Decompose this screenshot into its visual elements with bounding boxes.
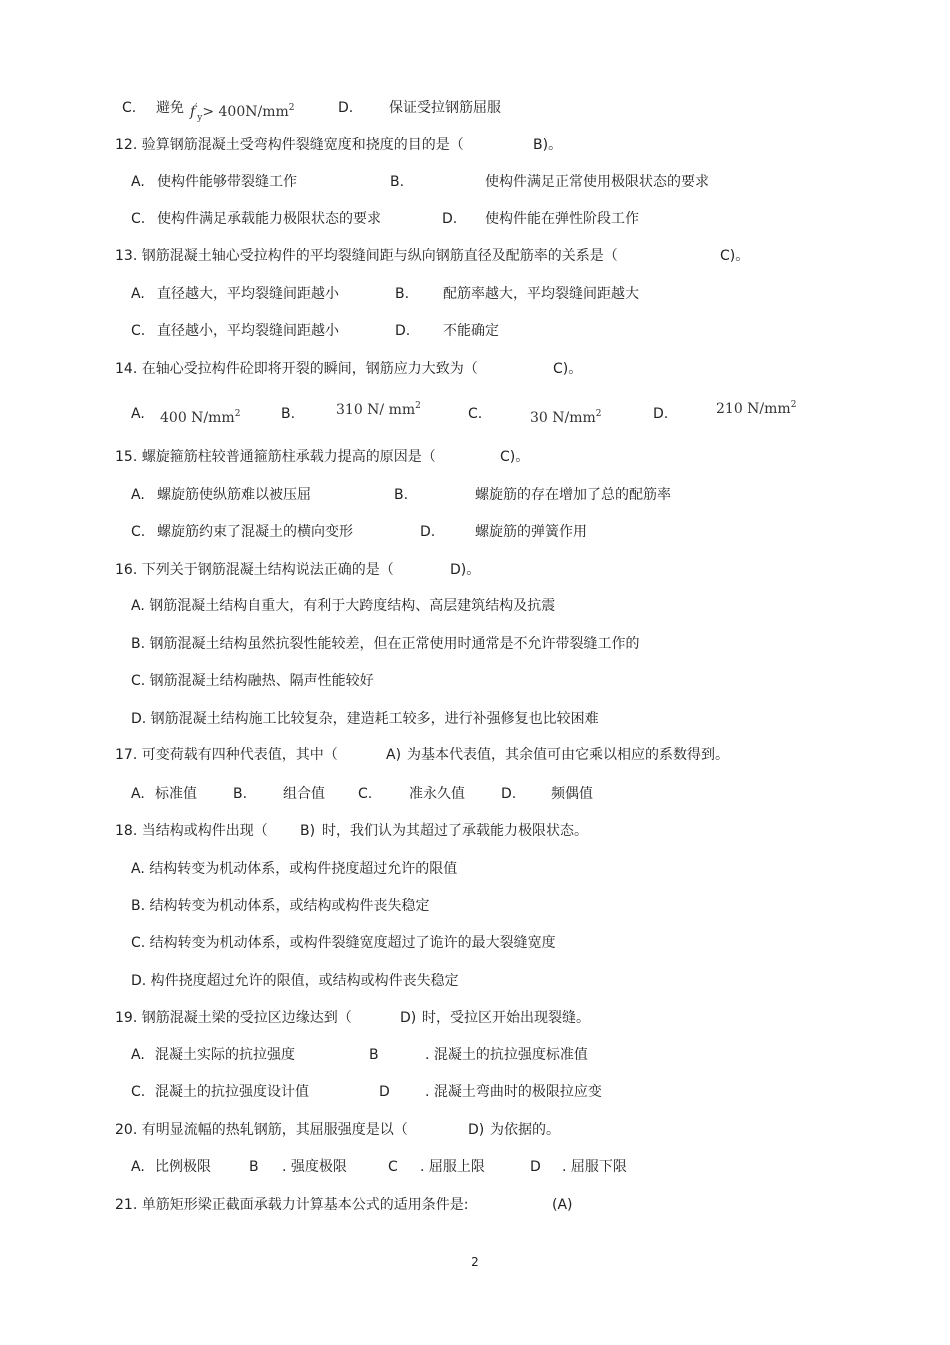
q14-a-value: 400 $N/mm^2$ (160, 409, 241, 426)
q20-answer: D) (468, 1122, 485, 1138)
q21-answer: (A) (552, 1197, 573, 1213)
q11-d-label: D. (338, 100, 354, 116)
q16-answer: D)。 (450, 562, 481, 578)
q19-answer: D) (400, 1010, 417, 1026)
q14-answer: C)。 (553, 361, 583, 377)
q14-b-value: 310 N/ $mm^2$ (336, 401, 421, 418)
q12-answer: B)。 (533, 137, 563, 153)
q15-answer: C)。 (500, 449, 530, 465)
q11-d-text: 保证受拉钢筋屈服 (389, 100, 501, 116)
q14-d-value: 210 $N/mm^2$ (716, 400, 797, 417)
q18-answer: B) (300, 823, 316, 839)
q13-answer: C)。 (720, 248, 750, 264)
q11-c-text: 避免 (156, 100, 184, 116)
q11-c-label: C. (122, 100, 137, 116)
page-number: 2 (471, 1255, 479, 1269)
document-page: C. 避免 $f'_y> 400N/mm^2$ D. 保证受拉钢筋屈服 12. 验算钢筋混凝土受弯构件裂缝宽度和挠度的目的是（ B)。 A. 使构件能够带裂缝工作 B. 使构件满足正常使用极限状态的要求 C. 使构件满足承载能力极限状态的要求 D. 使构件能在弹性阶段工作 13. 钢筋混凝土轴心受拉构件的平均裂缝间距与纵向钢筋直径及配筋率的关系是（ C)。 A. 直径越大，平均裂缝间距越小 B. 配筋率越大，平均裂缝间距越大 C. 直径越小，平均裂缝间距越小 D. 不能确定 14. 在轴心受拉构件砼即将开裂的瞬间，钢筋应力大致为（ C)。 A. 400 $N/mm^2$ B. 310 N/ $mm^2$ C. 30 $N/mm^2$ D. 210 $N/mm^2$ 15. 螺旋箍筋柱较普通箍筋柱承载力提高的原因是（ C)。 A. 螺旋筋使纵筋难以被压屈 B. 螺旋筋的存在增加了总的配筋率 C. 螺旋筋约束了混凝土的横向变形 D. 螺旋筋的弹簧作用 16. 下列关于钢筋混凝土结构说法正确的是（ D)。 A. 钢筋混凝土结构自重大，有利于大跨度结构、高层建筑结构及抗震 B. 钢筋混凝土结构虽然抗裂性能较差，但在正常使用时通常是不允许带裂缝工作的 C. 钢筋混凝土结构融热、隔声性能较好 D. 钢筋混凝土结构施工比较复杂，建造耗工较多，进行补强修复也比较困难 17. 可变荷载有四种代表值，其中（ A) 为基本代表值，其余值可由它乘以相应的系数得到。 A. 标准值 B. 组合值 C. 准永久值 D. 频偶值 18. 当结构或构件出现（ B) 时，我们认为其超过了承载能力极限状态。 A. 结构转变为机动体系，或构件挠度超过允许的限值 B. 结构转变为机动体系，或结构或构件丧失稳定 C. 结构转变为机动体系，或构件裂缝宽度超过了诡许的最大裂缝宽度 D. 构件挠度超过允许的限值，或结构或构件丧失稳定 19. 钢筋混凝土梁的受拉区边缘达到（ D) 时，受拉区开始出现裂缝。 A. 混凝土实际的抗拉强度 B . 混凝土的抗拉强度标准值 C. 混凝土的抗拉强度设计值 D . 混凝土弯曲时的极限拉应变 20. 有明显流幅的热轧钢筋，其屈服强度是以（ D) 为依据的。 A. 比例极限 B . 强度极限 C . 屈服上限 D . 屈服下限 21. 单筋矩形梁正截面承载力计算基本公式的适用条件是: (A) 2 (0, 0, 950, 1345)
q14-c-value: 30 $N/mm^2$ (530, 409, 602, 426)
q11-c-formula: $f'_y> 400N/mm^2$ (190, 103, 295, 123)
q17-answer: A) (386, 747, 402, 763)
